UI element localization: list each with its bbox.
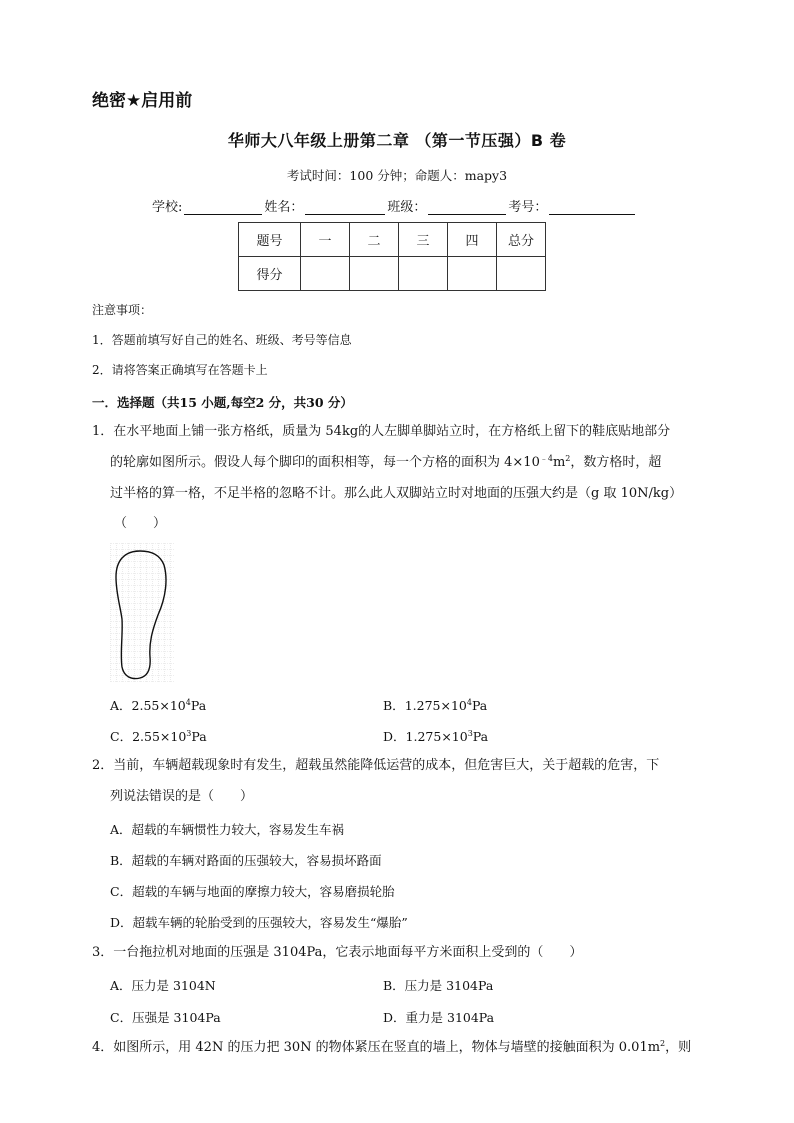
exam-number-blank[interactable] xyxy=(549,200,635,215)
score-table-cell: 题号 xyxy=(239,223,301,257)
exponent: 2 xyxy=(565,454,571,463)
question-1-text: 过半格的算一格，不足半格的忽略不计。那么此人双脚站立时对地面的压强大约是（g 取 10N/kg） xyxy=(110,486,683,501)
option-b[interactable] xyxy=(383,696,487,714)
name-label: 姓名： xyxy=(264,200,304,215)
option-label: A． xyxy=(110,698,132,713)
question-2-text: 2．当前，车辆超载现象时有发生，超载虽然能降低运营的成本，但危害巨大，关于超载的危害，下 xyxy=(92,758,660,773)
name-blank[interactable] xyxy=(305,200,385,215)
option-b[interactable]: B．压力是 3104Pa xyxy=(383,978,494,993)
option-a[interactable]: A．压力是 3104N xyxy=(110,978,216,993)
score-input-cell[interactable] xyxy=(301,257,350,291)
exam-info: 考试时间：100 分钟；命题人：mapy3 xyxy=(286,168,508,183)
question-2-text: 列说法错误的是（ ） xyxy=(110,789,254,804)
score-input-cell[interactable] xyxy=(448,257,497,291)
score-table xyxy=(238,222,546,291)
option-label: C． xyxy=(110,729,133,744)
option-b[interactable]: B．超载的车辆对路面的压强较大，容易损坏路面 xyxy=(110,853,382,868)
score-table-cell: 总分 xyxy=(497,223,546,257)
score-table-cell: 二 xyxy=(350,223,399,257)
option-unit: Pa xyxy=(471,698,488,713)
school-blank[interactable] xyxy=(184,200,262,215)
option-c[interactable] xyxy=(110,727,207,745)
question-3-text: 3．一台拖拉机对地面的压强是 3104Pa，它表示地面每平方米面积上受到的（ ） xyxy=(92,945,583,960)
exponent: 4 xyxy=(466,698,472,707)
score-table-cell: 三 xyxy=(399,223,448,257)
option-value: 2.55×10 xyxy=(132,729,187,744)
score-input-cell[interactable] xyxy=(399,257,448,291)
exponent: 2 xyxy=(660,1039,666,1048)
score-table-cell: 四 xyxy=(448,223,497,257)
exponent: 3 xyxy=(467,729,473,738)
notes-heading: 注意事项： xyxy=(92,303,153,317)
option-d[interactable]: D．超载车辆的轮胎受到的压强较大，容易发生“爆胎” xyxy=(110,915,408,930)
question-4-text xyxy=(92,1040,691,1056)
school-label: 学校: xyxy=(152,200,183,215)
question-1-text-part: 的轮廓如图所示。假设人每个脚印的面积相等，每一个方格的面积为 4×10 xyxy=(110,455,540,470)
score-table-cell: 一 xyxy=(301,223,350,257)
exponent: ﹣4 xyxy=(539,454,553,463)
exponent: 4 xyxy=(185,698,191,707)
question-1-text: 1．在水平地面上铺一张方格纸，质量为 54kg的人左脚单脚站立时，在方格纸上留下的鞋底贴地部分 xyxy=(92,424,671,439)
note-item: 1．答题前填写好自己的姓名、班级、考号等信息 xyxy=(92,333,352,347)
section-heading: 一．选择题（共15 小题,每空2 分，共30 分） xyxy=(92,395,353,410)
option-d[interactable] xyxy=(383,727,488,745)
question-1-text-part: ，数方格时，超 xyxy=(570,455,662,470)
question-4-text-part: ，则 xyxy=(665,1040,692,1055)
option-a[interactable] xyxy=(110,696,206,714)
note-item: 2．请将答案正确填写在答题卡上 xyxy=(92,363,268,377)
option-unit: Pa xyxy=(191,729,207,744)
student-info-fields xyxy=(152,196,637,215)
exam-number-label: 考号： xyxy=(508,200,548,215)
option-d[interactable]: D．重力是 3104Pa xyxy=(383,1010,495,1025)
question-1-text-part: m xyxy=(552,455,566,470)
score-row-label: 得分 xyxy=(239,257,301,291)
grid-paper xyxy=(110,543,175,683)
answer-parentheses: （ ） xyxy=(114,516,167,531)
class-blank[interactable] xyxy=(428,200,506,215)
option-a[interactable]: A．超载的车辆惯性力较大，容易发生车祸 xyxy=(110,822,345,837)
option-label: D． xyxy=(383,729,406,744)
secret-label: 绝密★启用前 xyxy=(92,91,193,111)
score-input-cell[interactable] xyxy=(497,257,546,291)
option-value: 1.275×10 xyxy=(404,698,467,713)
option-c[interactable]: C．超载的车辆与地面的摩擦力较大，容易磨损轮胎 xyxy=(110,884,395,899)
score-input-cell[interactable] xyxy=(350,257,399,291)
score-table-score-row xyxy=(239,257,546,291)
page-title: 华师大八年级上册第二章 （第一节压强）B 卷 xyxy=(227,131,567,150)
option-label: B． xyxy=(383,698,405,713)
option-c[interactable]: C．压强是 3104Pa xyxy=(110,1010,221,1025)
question-4-text-part: 4．如图所示，用 42N 的压力把 30N 的物体紧压在竖直的墙上，物体与墙壁的接触面积为 0.01m xyxy=(92,1040,661,1055)
class-label: 班级： xyxy=(387,200,427,215)
score-table-header-row xyxy=(239,223,546,257)
option-unit: Pa xyxy=(190,698,207,713)
option-value: 2.55×10 xyxy=(131,698,186,713)
option-value: 1.275×10 xyxy=(405,729,468,744)
option-unit: Pa xyxy=(472,729,489,744)
question-1-text xyxy=(110,455,661,471)
footprint-grid-figure xyxy=(110,543,175,683)
exponent: 3 xyxy=(186,729,192,738)
